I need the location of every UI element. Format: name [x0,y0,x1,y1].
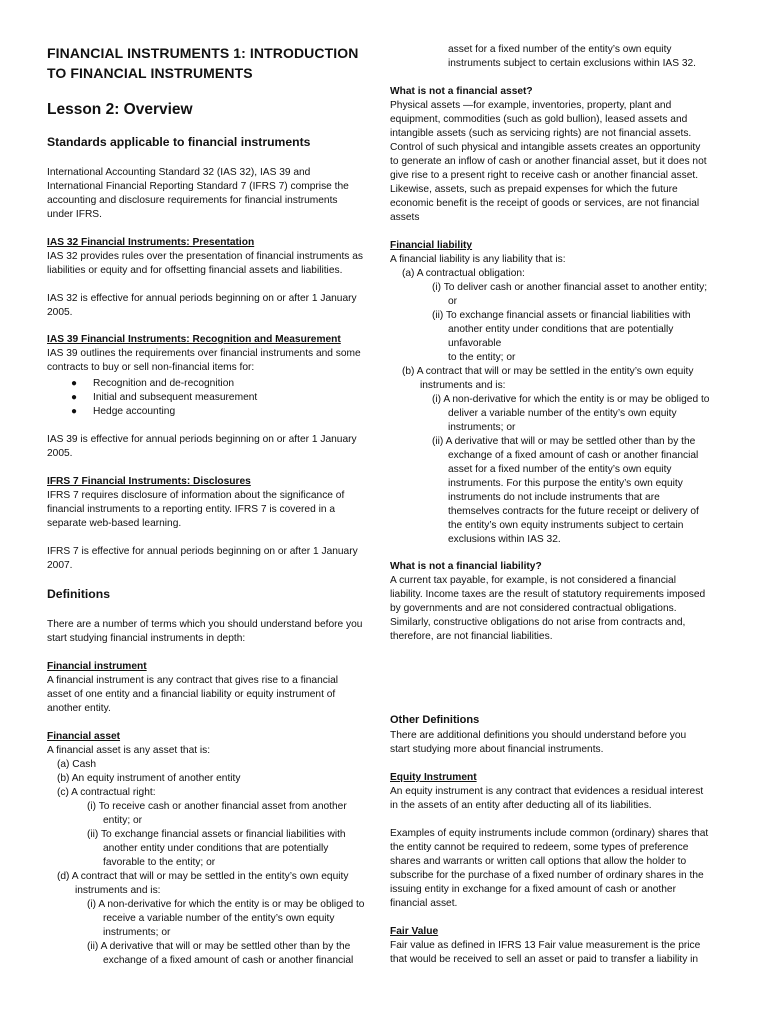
financial-instrument-heading: Financial instrument [47,661,147,672]
financial-liability-item: instruments and is: [420,380,506,391]
financial-liability-item: (b) A contract that will or may be settled in the entity’s own equity [402,366,694,377]
financial-liability-item: another entity under conditions that are potentially [448,324,674,335]
fair-value-text: Fair value as defined in IFRS 13 Fair value measurement is the price [390,940,701,951]
ias32-effective: 2005. [47,307,73,318]
financial-liability-item: deliver a variable number of the entity’s own equity [448,408,677,419]
ias39-bullet: Hedge accounting [93,406,176,417]
fair-value-heading: Fair Value [390,926,439,937]
financial-liability-item: exchange of a fixed amount of cash or another financial [448,450,699,461]
fair-value-text: that would be received to sell an asset or paid to transfer a liability in [390,954,699,965]
financial-liability-item: instruments; or [448,422,516,433]
financial-liability-item: themselves contracts for the future receipt or delivery of [448,506,699,517]
equity-examples-text: issuing entity in exchange for a fixed amount of cash or another [390,884,676,895]
ifrs7-effective: IFRS 7 is effective for annual periods beginning on or after 1 January [47,546,358,557]
financial-liability-intro: A financial liability is any liability that is: [390,254,566,265]
not-financial-liability-text: A current tax payable, for example, is not considered a financial [390,575,676,586]
financial-instrument-text: another entity. [47,703,111,714]
financial-liability-item: (a) A contractual obligation: [402,268,525,279]
financial-asset-item: (b) An equity instrument of another entity [57,773,241,784]
equity-examples-text: the entity cannot be required to redeem, some types of preference [390,842,689,853]
bullet-icon: ● [71,378,78,389]
equity-examples-text: Examples of equity instruments include common (ordinary) shares that [390,828,709,839]
equity-instrument-text: An equity instrument is any contract that evidences a residual interest [390,786,704,797]
ifrs7-effective: 2007. [47,560,73,571]
continued-text: asset for a fixed number of the entity’s own equity [448,44,672,55]
not-financial-liability-text: by governments and are not considered contractual obligations. [390,603,677,614]
financial-liability-item: (i) A non-derivative for which the entity is or may be obliged to [432,394,710,405]
financial-asset-item: entity; or [103,815,143,826]
financial-asset-item: favorable to the entity; or [103,857,216,868]
ias39-text: contracts to buy or sell non-financial items for: [47,362,255,373]
ias39-text: IAS 39 outlines the requirements over financial instruments and some [47,348,361,359]
financial-liability-item: or [448,296,458,307]
not-financial-asset-text: intangible assets (such as servicing rights) are not financial assets. [390,128,692,139]
ias39-effective: 2005. [47,448,73,459]
ifrs7-text: separate web-based learning. [47,518,182,529]
lesson-heading: Lesson 2: Overview [47,101,193,118]
other-definitions-text: There are additional definitions you should understand before you [390,730,687,741]
bullet-icon: ● [71,392,78,403]
ifrs7-text: financial instruments to a reporting entity. IFRS 7 is covered in a [47,504,336,515]
financial-liability-item: instruments do not include instruments that are [448,492,660,503]
equity-examples-text: financial asset. [390,898,458,909]
not-financial-liability-text: therefore, are not financial liabilities. [390,631,553,642]
not-financial-asset-text: to generate an inflow of cash or another financial asset, but it does not [390,156,707,167]
equity-examples-text: subscribe for the purchase of a fixed number of ordinary shares in the [390,870,704,881]
ifrs7-text: IFRS 7 requires disclosure of information about the significance of [47,490,345,501]
not-financial-asset-text: economic benefit is the receipt of goods or services, are not financial [390,198,700,209]
continued-text: instruments subject to certain exclusions within IAS 32. [448,58,697,69]
financial-asset-item: (a) Cash [57,759,97,770]
financial-liability-item: to the entity; or [448,352,516,363]
ias32-text: IAS 32 provides rules over the presentation of financial instruments as [47,251,363,262]
financial-liability-item: instruments. For this purpose the entity’s own equity [448,478,683,489]
financial-asset-item: instruments and is: [75,885,161,896]
financial-asset-heading: Financial asset [47,731,121,742]
financial-asset-item: (ii) A derivative that will or may be settled other than by the [87,941,351,952]
financial-asset-item: (ii) To exchange financial assets or financial liabilities with [87,829,346,840]
financial-asset-item: instruments; or [103,927,171,938]
not-financial-asset-text: Physical assets —for example, inventories, property, plant and [390,100,672,111]
ias39-heading: IAS 39 Financial Instruments: Recognition and Measurement [47,334,341,345]
financial-liability-item: (i) To deliver cash or another financial asset to another entity; [432,282,708,293]
intro-line: under IFRS. [47,209,102,220]
equity-examples-text: shares and warrants or written call options that allow the holder to [390,856,687,867]
document-title-line-2: TO FINANCIAL INSTRUMENTS [47,65,253,81]
bullet-icon: ● [71,406,78,417]
financial-liability-item: the entity’s own equity instruments subject to certain [448,520,684,531]
equity-instrument-heading: Equity Instrument [390,772,477,783]
financial-instrument-text: A financial instrument is any contract that gives rise to a financial [47,675,339,686]
financial-liability-item: (ii) A derivative that will or may be settled other than by the [432,436,696,447]
not-financial-asset-text: Likewise, assets, such as prepaid expenses for which the future [390,184,678,195]
not-financial-liability-text: liability. Income taxes are the result of statutory requirements imposed [390,589,706,600]
not-financial-asset-text: assets [390,212,420,223]
ias32-heading: IAS 32 Financial Instruments: Presentation [47,237,255,248]
financial-instrument-text: asset of one entity and a financial liability or equity instrument of [47,689,336,700]
intro-line: International Financial Reporting Standard 7 (IFRS 7) comprise the [47,181,349,192]
financial-asset-item: (i) A non-derivative for which the entity is or may be obliged to [87,899,365,910]
other-definitions-heading: Other Definitions [390,714,480,726]
ias32-effective: IAS 32 is effective for annual periods beginning on or after 1 January [47,293,357,304]
ias39-effective: IAS 39 is effective for annual periods beginning on or after 1 January [47,434,357,445]
equity-instrument-text: in the assets of an entity after deducting all of its liabilities. [390,800,652,811]
document-title-line-1: FINANCIAL INSTRUMENTS 1: INTRODUCTION [47,45,359,61]
financial-asset-item: (i) To receive cash or another financial asset from another [87,801,347,812]
other-definitions-text: start studying more about financial instruments. [390,744,604,755]
financial-liability-item: asset for a fixed number of the entity’s own equity [448,464,672,475]
not-financial-liability-text: Similarly, constructive obligations do not arise from contracts and, [390,617,686,628]
ias32-text: liabilities or equity and for offsetting financial assets and liabilities. [47,265,343,276]
financial-asset-item: receive a variable number of the entity’s own equity [103,913,335,924]
financial-liability-heading: Financial liability [390,240,473,251]
financial-asset-item: (c) A contractual right: [57,787,156,798]
financial-liability-item: (ii) To exchange financial assets or financial liabilities with [432,310,691,321]
not-financial-asset-text: equipment, commodities (such as gold bullion), leased assets and [390,114,688,125]
standards-heading: Standards applicable to financial instruments [47,135,311,149]
definitions-text: There are a number of terms which you should understand before you [47,619,363,630]
financial-liability-item: exclusions within IAS 32. [448,534,561,545]
intro-line: International Accounting Standard 32 (IAS 32), IAS 39 and [47,167,311,178]
financial-asset-item: (d) A contract that will or may be settled in the entity’s own equity [57,871,349,882]
definitions-heading: Definitions [47,587,110,601]
not-financial-liability-heading: What is not a financial liability? [390,561,542,572]
financial-asset-intro: A financial asset is any asset that is: [47,745,211,756]
not-financial-asset-text: Control of such physical and intangible assets creates an opportunity [390,142,701,153]
ias39-bullet: Initial and subsequent measurement [93,392,258,403]
not-financial-asset-text: give rise to a present right to receive cash or another financial asset. [390,170,699,181]
ifrs7-heading: IFRS 7 Financial Instruments: Disclosures [47,476,251,487]
ias39-bullet: Recognition and de-recognition [93,378,235,389]
intro-line: accounting and disclosure requirements for financial instruments [47,195,338,206]
financial-asset-item: another entity under conditions that are potentially [103,843,329,854]
financial-asset-item: exchange of a fixed amount of cash or another financial [103,955,354,966]
not-financial-asset-heading: What is not a financial asset? [390,86,533,97]
financial-liability-item: unfavorable [448,338,502,349]
definitions-text: start studying financial instruments in depth: [47,633,246,644]
